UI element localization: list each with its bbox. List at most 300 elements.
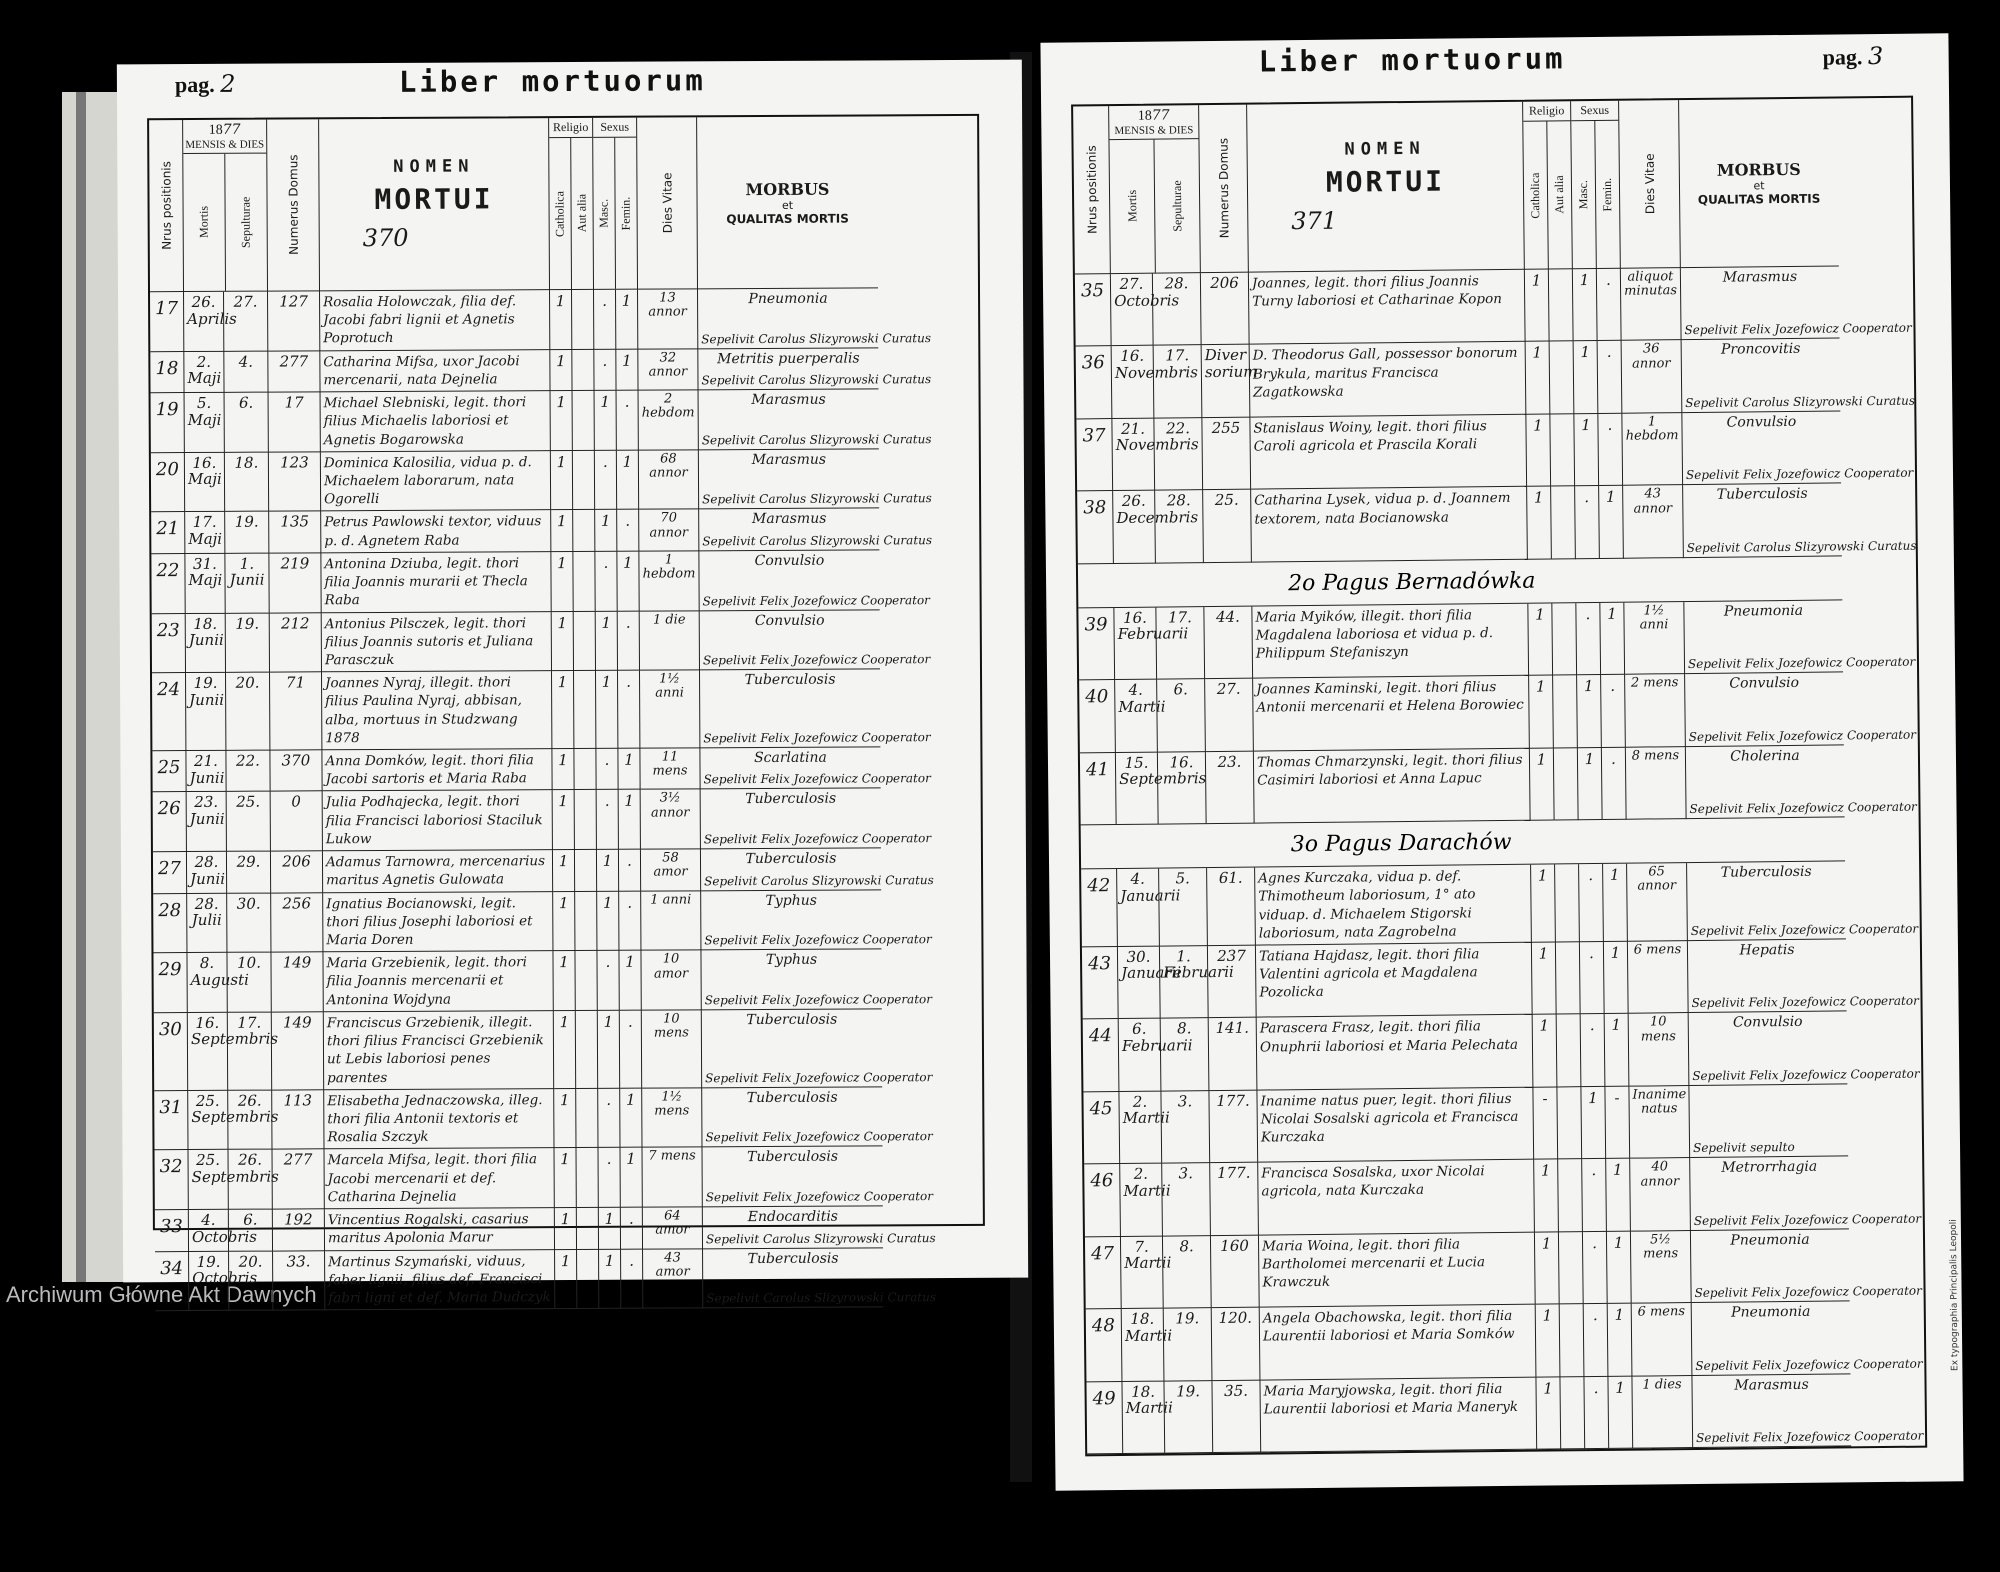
- religio-aut-alia: [573, 451, 595, 511]
- deceased-name: Inanime natus puer, legit. thori filius Nicolai Sosalski agricola et Francisca Kurczaka: [1257, 1088, 1534, 1163]
- religio-catholica: 1: [1529, 676, 1554, 749]
- religio-aut-alia: [1558, 1159, 1583, 1232]
- date-of-death: 25. Septembris: [189, 1150, 229, 1210]
- religio-aut-alia: [1552, 603, 1577, 676]
- burial-signature: Sepelivit Felix Jozefowicz Cooperator: [1696, 1428, 1924, 1446]
- house-number: 35.: [1212, 1380, 1261, 1453]
- burial-signature: Sepelivit Felix Jozefowicz Cooperator: [702, 592, 930, 608]
- morbus-text: Convulsio: [1729, 675, 1800, 692]
- header-masc-label: Masc.: [596, 198, 611, 228]
- burial-signature: Sepelivit Felix Jozefowicz Cooperator: [703, 730, 931, 746]
- burial-signature: Sepelivit Carolus Slizyrowski Curatus: [1685, 393, 1916, 410]
- sexus-masc: 1: [596, 611, 618, 671]
- dies-vitae: 6 mens: [1632, 1303, 1693, 1376]
- morbus: [700, 670, 931, 749]
- deceased-name: Antonius Pilsczek, legit. thori filius Joannis sutoris et Juliana Parasczuk: [322, 612, 552, 673]
- sexus-masc: 1: [597, 850, 619, 892]
- house-number: 71: [270, 672, 322, 750]
- sexus-femin: 1: [1600, 602, 1625, 675]
- burial-signature: Sepelivit Carolus Slizyrowski Curatus: [701, 372, 932, 388]
- date-of-death: 31. Maji: [185, 554, 225, 614]
- burial-signature: Sepelivit Felix Jozefowicz Cooperator: [703, 771, 931, 787]
- dies-vitae: 7 mens: [642, 1148, 702, 1208]
- dies-vitae: 10 amor: [641, 951, 701, 1011]
- header-book-number: 371: [1291, 206, 1338, 236]
- header-nomen-label: NOMEN: [393, 156, 475, 177]
- date-of-burial: 18.: [225, 452, 269, 512]
- entry-number: 25: [152, 751, 186, 793]
- morbus: [703, 1206, 936, 1248]
- religio-catholica: 1: [551, 510, 573, 552]
- house-number: 177.: [1209, 1090, 1258, 1163]
- religio-aut-alia: [1555, 864, 1580, 942]
- sexus-masc: 1: [1574, 341, 1599, 414]
- header-masc-col: [1571, 121, 1597, 268]
- religio-catholica: 1: [554, 1148, 576, 1208]
- date-of-burial: 3.: [1161, 1091, 1210, 1164]
- sexus-masc: 1: [595, 510, 617, 552]
- sexus-masc: .: [594, 349, 616, 391]
- house-number: 370: [270, 750, 322, 792]
- header-religio: [1523, 101, 1573, 269]
- dies-vitae: 11 mens: [640, 748, 700, 790]
- page-number-left: pag. 2: [174, 69, 236, 98]
- header-year-printed: [183, 122, 266, 139]
- date-of-death: 2. Martii: [1120, 1164, 1163, 1237]
- deceased-name: Ignatius Bocianowski, legit. thori filius Josephi laboriosi et Maria Doren: [323, 892, 553, 953]
- religio-aut-alia: [1554, 748, 1579, 821]
- sexus-femin: 1: [1604, 942, 1629, 1015]
- religio-aut-alia: [575, 891, 597, 951]
- religio-catholica: 1: [1536, 1305, 1561, 1378]
- dies-vitae: aliquot minutas: [1621, 268, 1682, 341]
- burial-signature: Sepelivit Felix Jozefowicz Cooperator: [1688, 727, 1917, 744]
- right-page: [1040, 33, 1963, 1490]
- sexus-masc: 1: [599, 1249, 621, 1309]
- header-aut-alia-col: [1547, 121, 1572, 268]
- header-sexus-cols: [593, 138, 637, 289]
- dies-vitae: 1 hebdom: [1622, 413, 1683, 486]
- morbus: [702, 1009, 933, 1088]
- house-number: Diver sorium: [1202, 345, 1251, 418]
- house-number: 135: [269, 512, 321, 554]
- morbus-text: Pneumonia: [1731, 1303, 1811, 1321]
- date-of-death: 26. Decembris: [1113, 491, 1156, 564]
- morbus-text: Marasmus: [751, 391, 826, 409]
- dies-vitae: 6 mens: [1628, 941, 1689, 1014]
- morbus-text: Tuberculosis: [744, 671, 836, 689]
- header-religio-cols: [549, 138, 593, 289]
- header-femin-col: [1595, 121, 1620, 268]
- religio-catholica: 1: [555, 1208, 577, 1250]
- deceased-name: Joannes, legit. thori filius Joannis Turny laboriosi et Catharinae Kopon: [1249, 270, 1526, 345]
- burial-signature: Sepelivit Carolus Slizyrowski Curatus: [706, 1290, 937, 1306]
- house-number: 256: [271, 893, 323, 953]
- sexus-femin: .: [621, 1208, 643, 1250]
- dies-vitae: 10 mens: [1629, 1013, 1690, 1086]
- date-of-death: 4. Januarii: [1117, 869, 1160, 947]
- header-masc-label: Masc.: [1575, 180, 1591, 210]
- deceased-name: Maria Woina, legit. thori filia Bartholomei mercenarii et Lucia Krawczuk: [1259, 1232, 1536, 1307]
- burial-signature: Sepelivit Felix Jozefowicz Cooperator: [1689, 799, 1917, 817]
- house-number: 33.: [273, 1251, 325, 1311]
- year-handwritten: 77: [1151, 107, 1170, 124]
- morbus: [1689, 1012, 1920, 1086]
- dies-vitae: 1 dies: [1632, 1376, 1693, 1449]
- header-religio-cols: [1523, 121, 1572, 268]
- date-of-death: 18. Martii: [1122, 1309, 1165, 1382]
- religio-catholica: 1: [1531, 865, 1556, 943]
- religio-aut-alia: [1560, 1377, 1585, 1450]
- entry-number: 18: [150, 352, 184, 394]
- dies-vitae: 40 annor: [1630, 1158, 1691, 1231]
- header-numerus-domus: [267, 119, 320, 291]
- deceased-name: Catharina Mifsa, uxor Jacobi mercenarii, nata Dejnelia: [320, 350, 550, 393]
- morbus: [699, 509, 933, 551]
- religio-aut-alia: [572, 290, 594, 350]
- date-of-burial: 19.: [1164, 1381, 1213, 1454]
- dies-vitae: 2 mens: [1625, 674, 1686, 747]
- sexus-masc: .: [595, 552, 617, 612]
- entry-number: 28: [153, 894, 187, 954]
- deceased-name: Vincentius Rogalski, casarius maritus Apolonia Marur: [325, 1208, 555, 1251]
- sexus-femin: 1: [618, 749, 640, 791]
- morbus: [1692, 1302, 1923, 1376]
- house-number: 44.: [1204, 606, 1253, 679]
- date-of-death: 21. Novembris: [1112, 418, 1155, 491]
- morbus-text: Convulsio: [754, 612, 825, 629]
- date-of-burial: 3.: [1162, 1163, 1211, 1236]
- religio-aut-alia: [1550, 414, 1575, 487]
- house-number: 149: [271, 953, 323, 1013]
- date-of-death: 18. Junii: [186, 613, 226, 673]
- header-nrus-label: Nrus positionis: [158, 161, 174, 251]
- house-number: 206: [271, 851, 323, 893]
- date-of-burial: 28.: [1155, 490, 1204, 563]
- deceased-name: Joannes Nyraj, illegit. thori filius Paulina Nyraj, abbisan, alba, mortuus in Studzwang 1878: [322, 671, 552, 750]
- morbus-text: Marasmus: [1734, 1376, 1809, 1394]
- date-of-death: 16. Februarii: [1114, 607, 1157, 680]
- morbus: [702, 1087, 933, 1148]
- entry-number: 26: [153, 792, 187, 852]
- house-number: 123: [269, 452, 321, 512]
- header-morbus: [697, 116, 878, 289]
- entry-number: 42: [1081, 869, 1118, 947]
- header-religio-label: Religio: [549, 118, 592, 138]
- morbus-text: Tuberculosis: [747, 1250, 839, 1267]
- header-date-cols: [183, 154, 267, 291]
- sexus-femin: 1: [1608, 1376, 1633, 1449]
- morbus: [1686, 745, 1917, 819]
- date-of-death: 15. Septembris: [1116, 752, 1159, 825]
- religio-catholica: 1: [554, 1089, 576, 1149]
- morbus: [1682, 411, 1914, 485]
- religio-aut-alia: [575, 951, 597, 1011]
- religio-catholica: 1: [555, 1249, 577, 1309]
- burial-signature: Sepelivit Felix Jozefowicz Cooperator: [1695, 1356, 1923, 1373]
- religio-catholica: 1: [1528, 603, 1553, 676]
- morbus-text: Endocarditis: [747, 1208, 839, 1226]
- religio-catholica: 1: [1532, 942, 1557, 1015]
- morbus-text: Tuberculosis: [1720, 863, 1812, 881]
- sexus-masc: .: [595, 451, 617, 511]
- deceased-name: Franciscus Grzebienik, illegit. thori filius Francisci Grzebienik ut Lebis laboriosi penes parentes: [324, 1011, 554, 1090]
- header-sexus-label: Sexus: [593, 118, 636, 138]
- sexus-femin: 1: [616, 290, 638, 350]
- morbus: [1691, 1229, 1922, 1303]
- date-of-burial: 17.: [228, 1012, 272, 1090]
- morbus-text: [1692, 1086, 1844, 1088]
- pagus-heading: 3o Pagus Darachów: [1081, 817, 1845, 869]
- burial-signature: Sepelivit Felix Jozefowicz Cooperator: [1687, 654, 1916, 672]
- sexus-masc: 1: [595, 391, 617, 451]
- morbus-text: Scarlatina: [754, 749, 827, 767]
- morbus: [1681, 266, 1912, 340]
- religio-catholica: 1: [550, 290, 572, 350]
- religio-aut-alia: [1553, 675, 1578, 748]
- morbus: [1689, 1084, 1848, 1158]
- burial-signature: Sepelivit Felix Jozefowicz Cooperator: [702, 652, 931, 668]
- sexus-masc: .: [1581, 1014, 1606, 1087]
- header-qualitas-label: QUALITAS MORTIS: [1697, 191, 1821, 207]
- sexus-femin: 1: [1606, 1159, 1631, 1232]
- dies-vitae: 10 mens: [642, 1010, 702, 1088]
- morbus-text: Proncovitis: [1720, 341, 1801, 359]
- date-of-death: 6. Februarii: [1119, 1019, 1162, 1092]
- entry-number: 24: [152, 673, 186, 751]
- religio-aut-alia: [576, 1011, 598, 1089]
- register-table-right: [1071, 96, 1927, 1457]
- morbus-text: Typhus: [765, 892, 817, 909]
- date-of-burial: 6.: [1157, 679, 1206, 752]
- entry-number: 27: [153, 852, 187, 894]
- dies-vitae: 68 annor: [639, 450, 699, 510]
- sexus-femin: 1: [617, 551, 639, 611]
- dies-vitae: 64 amor: [643, 1207, 703, 1249]
- header-nomen-label: NOMEN: [1344, 138, 1426, 160]
- header-mortis-col: [1109, 140, 1155, 273]
- sexus-masc: 1: [1574, 414, 1599, 487]
- morbus-text: Convulsio: [1732, 1014, 1803, 1031]
- house-number: 23.: [1206, 751, 1255, 824]
- burial-signature: Sepelivit Carolus Slizyrowski Curatus: [702, 532, 933, 549]
- entry-number: 31: [154, 1091, 188, 1151]
- house-number: 25.: [1203, 490, 1252, 563]
- morbus-text: Tuberculosis: [745, 791, 837, 808]
- deceased-name: Elisabetha Jednaczowska, illeg. thori filia Antonii textoris et Rosalia Szczyk: [324, 1089, 554, 1150]
- header-femin-col: [615, 138, 637, 289]
- dies-vitae: 8 mens: [1626, 747, 1687, 820]
- religio-aut-alia: [572, 350, 594, 392]
- house-number: 0: [271, 792, 323, 852]
- header-numerus-domus-label: Numerus Domus: [1215, 138, 1232, 239]
- date-of-death: 16. Maji: [185, 453, 225, 513]
- morbus-text: Convulsio: [1726, 413, 1797, 431]
- header-masc-col: [593, 138, 616, 289]
- religio-catholica: 1: [1527, 487, 1552, 560]
- sexus-femin: 1: [620, 1088, 642, 1148]
- morbus-text: Tuberculosis: [746, 1089, 838, 1106]
- date-of-death: 19. Junii: [186, 673, 226, 751]
- header-morbus-label: MORBUS: [1716, 159, 1801, 180]
- dies-vitae: 36 annor: [1622, 341, 1683, 414]
- sexus-femin: .: [617, 510, 639, 552]
- religio-catholica: 1: [1525, 269, 1550, 342]
- sexus-femin: 1: [620, 1148, 642, 1208]
- date-of-burial: 10.: [227, 953, 271, 1013]
- dies-vitae: 43 annor: [1623, 485, 1684, 558]
- morbus: [703, 1248, 937, 1309]
- burial-signature: Sepelivit sepulto: [1692, 1140, 1795, 1156]
- religio-catholica: 1: [553, 892, 575, 952]
- header-sexus-label: Sexus: [1571, 101, 1618, 121]
- sexus-femin: 1: [1605, 1014, 1630, 1087]
- sexus-masc: .: [594, 290, 616, 350]
- date-of-burial: 17.: [1156, 607, 1205, 680]
- burial-signature: Sepelivit Felix Jozefowicz Cooperator: [704, 991, 933, 1008]
- entry-number: 22: [151, 554, 185, 614]
- dies-vitae: 65 annor: [1627, 863, 1688, 941]
- date-of-death: 16. Novembris: [1112, 346, 1155, 419]
- header-femin-label: Femin.: [618, 196, 633, 231]
- burial-signature: Sepelivit Felix Jozefowicz Cooperator: [705, 1129, 933, 1145]
- year-printed: 18: [1137, 108, 1152, 124]
- header-nomen-mortui: [319, 118, 550, 291]
- morbus: [698, 348, 932, 390]
- header-sepulturae-col: [1154, 139, 1199, 272]
- dies-vitae: 1 anni: [641, 891, 701, 951]
- house-number: 17: [269, 392, 321, 452]
- dies-vitae: 1½ anni: [640, 670, 700, 748]
- dies-vitae: 2 hebdom: [639, 390, 699, 450]
- dies-vitae: 3½ annor: [641, 790, 701, 850]
- morbus-text: Metrorrhagia: [1721, 1158, 1818, 1176]
- burial-signature: Sepelivit Felix Jozefowicz Cooperator: [1685, 465, 1914, 483]
- entry-number: 47: [1085, 1237, 1122, 1310]
- header-sepulturae-label: Sepulturae: [238, 196, 253, 248]
- header-religio: [549, 118, 594, 290]
- burial-signature: Sepelivit Felix Jozefowicz Cooperator: [1692, 1066, 1920, 1083]
- sexus-femin: 1: [1599, 486, 1624, 559]
- header-catholica-label: Catholica: [1527, 172, 1543, 219]
- morbus-text: Tuberculosis: [746, 1011, 838, 1028]
- religio-catholica: 1: [553, 850, 575, 892]
- header-numerus-domus: [1199, 105, 1249, 273]
- entry-number: 20: [151, 453, 185, 513]
- date-of-burial: 19.: [225, 512, 269, 554]
- religio-catholica: 1: [1530, 748, 1555, 821]
- deceased-name: Francisca Sosalska, uxor Nicolai agricola, nata Kurczaka: [1258, 1160, 1535, 1235]
- header-sepulturae-label: Sepulturae: [1169, 180, 1184, 232]
- sexus-masc: .: [1584, 1376, 1609, 1449]
- house-number: 177.: [1210, 1163, 1259, 1236]
- morbus: [1690, 1157, 1922, 1231]
- religio-catholica: 1: [552, 671, 574, 749]
- header-femin-label: Femin.: [1599, 177, 1615, 212]
- date-of-death: 23. Junii: [187, 792, 227, 852]
- header-aut-alia-col: [571, 138, 593, 289]
- burial-signature: Sepelivit Carolus Slizyrowski Curatus: [702, 491, 932, 507]
- entry-number: 29: [153, 953, 187, 1013]
- sexus-femin: .: [620, 1011, 642, 1089]
- entry-number: 30: [154, 1013, 188, 1091]
- page-title-right: Liber mortuorum: [1258, 41, 1566, 79]
- sexus-femin: 1: [1603, 864, 1628, 942]
- header-religio-label: Religio: [1523, 101, 1570, 121]
- dies-vitae: 13 annor: [638, 289, 698, 349]
- morbus: [1688, 939, 1919, 1013]
- deceased-name: Thomas Chmarzynski, legit. thori filius Casimiri laboriosi et Anna Lapuc: [1254, 748, 1531, 823]
- burial-signature: Sepelivit Felix Jozefowicz Cooperator: [705, 1189, 934, 1205]
- morbus: [1685, 673, 1917, 747]
- house-number: 212: [270, 613, 322, 673]
- house-number: 160: [1211, 1235, 1260, 1308]
- house-number: 113: [272, 1090, 324, 1150]
- date-of-burial: 1. Junii: [225, 553, 269, 613]
- morbus-text: Metritis puerperalis: [717, 350, 860, 367]
- date-of-death: 19. Octobris: [189, 1251, 229, 1311]
- date-of-death: 25. Septembris: [188, 1091, 228, 1151]
- religio-catholica: -: [1533, 1087, 1558, 1160]
- header-nrus-positionis: [1073, 106, 1111, 274]
- sexus-femin: .: [617, 391, 639, 451]
- date-of-burial: 25.: [227, 792, 271, 852]
- entry-number: 43: [1082, 947, 1119, 1020]
- date-of-burial: 1. Februarii: [1160, 946, 1209, 1019]
- religio-aut-alia: [1557, 1015, 1582, 1088]
- header-morbus-label: MORBUS: [745, 179, 830, 199]
- date-of-death: 30. Januarii: [1118, 947, 1161, 1020]
- religio-catholica: 1: [553, 790, 575, 850]
- religio-aut-alia: [1549, 269, 1574, 342]
- religio-catholica: 1: [1533, 1015, 1558, 1088]
- sexus-femin: .: [621, 1249, 643, 1309]
- date-of-burial: 20.: [226, 673, 270, 751]
- sexus-masc: .: [1576, 603, 1601, 676]
- header-mortis-label: Mortis: [1124, 190, 1139, 223]
- header-et-label: et: [1753, 178, 1765, 192]
- sexus-masc: .: [596, 749, 618, 791]
- date-of-death: 17. Maji: [185, 512, 225, 554]
- entry-number: 38: [1077, 491, 1114, 564]
- deceased-name: Antonina Dziuba, legit. thori filia Joannis murarii et Thecla Raba: [321, 552, 551, 613]
- morbus-text: Typhus: [765, 951, 818, 969]
- religio-aut-alia: [574, 671, 596, 749]
- house-number: 27.: [1205, 679, 1254, 752]
- burial-signature: Sepelivit Carolus Slizyrowski Curatus: [705, 1230, 936, 1246]
- dies-vitae: Inanime natus: [1629, 1086, 1690, 1159]
- header-catholica-col: [1523, 121, 1549, 268]
- header-mensis-dies: [183, 120, 268, 292]
- header-sexus-cols: [1571, 121, 1620, 268]
- dies-vitae: 1½ mens: [642, 1088, 702, 1148]
- deceased-name: Parascera Frasz, legit. thori filia Onuphrii laboriosi et Maria Pelechata: [1257, 1015, 1534, 1090]
- sexus-masc: .: [598, 1089, 620, 1149]
- deceased-name: Marcela Mifsa, legit. thori filia Jacobi mercenarii et def. Catharina Dejnelia: [325, 1149, 555, 1210]
- header-dies-vitae-label: Dies Vitae: [659, 172, 675, 234]
- sexus-femin: .: [1598, 414, 1623, 487]
- dies-vitae: 1 hebdom: [639, 551, 699, 611]
- date-of-burial: 22.: [226, 751, 270, 793]
- entry-number: 49: [1086, 1382, 1123, 1455]
- morbus-text: Pneumonia: [1730, 1231, 1810, 1249]
- religio-aut-alia: [573, 391, 595, 451]
- burial-signature: Sepelivit Carolus Slizyrowski Curatus: [704, 872, 934, 888]
- burial-signature: Sepelivit Carolus Slizyrowski Curatus: [1686, 538, 1917, 555]
- sexus-masc: .: [597, 790, 619, 850]
- date-of-death: 18. Martii: [1122, 1381, 1165, 1454]
- deceased-name: Maria Grzebienik, legit. thori filia Joannis mercenarii et Antonina Wojdyna: [323, 951, 553, 1012]
